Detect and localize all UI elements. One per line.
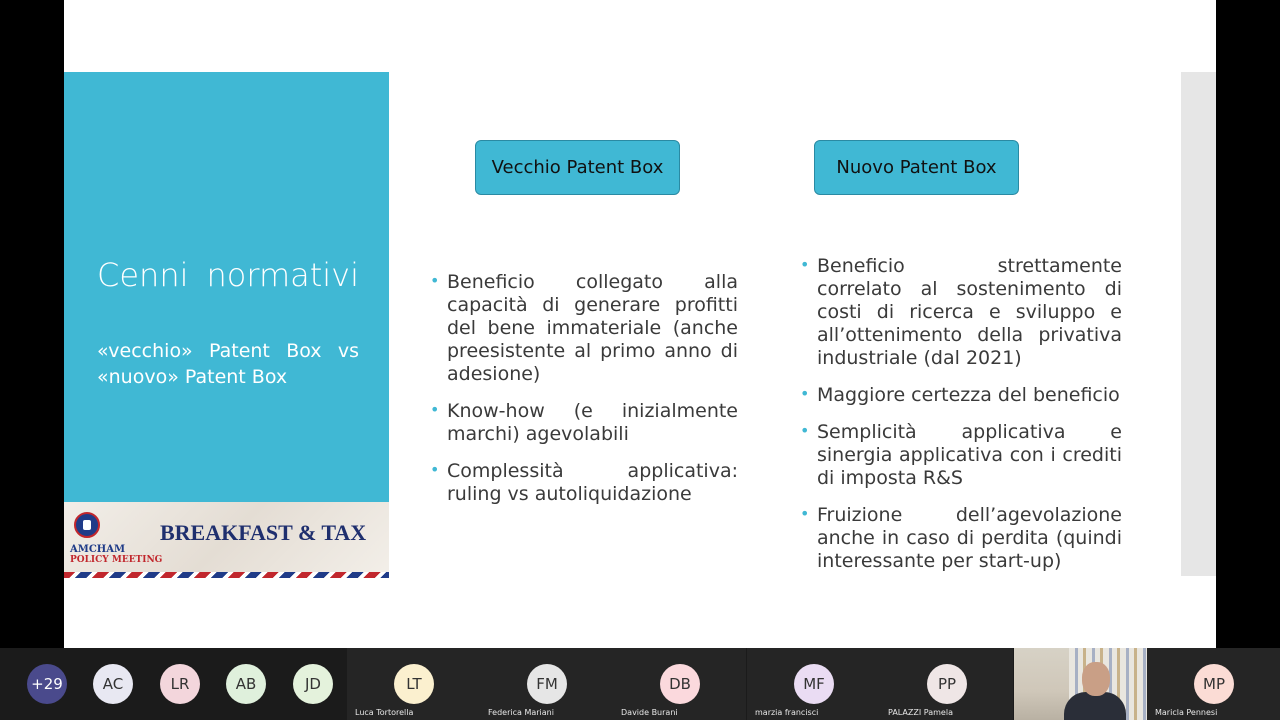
participant-name: marzia francisci	[755, 708, 819, 717]
participant-tile[interactable]	[480, 648, 613, 720]
participant-name: Davide Burani	[621, 708, 678, 717]
event-banner	[64, 502, 389, 578]
participant-name: Maricla Pennesi	[1155, 708, 1218, 717]
slide-title	[97, 256, 359, 294]
participant-avatar: FM	[527, 664, 567, 704]
banner-title: BREAKFAST & TAX	[160, 520, 367, 545]
participant-video-tile[interactable]	[1014, 648, 1147, 720]
airmail-stripes	[64, 572, 389, 578]
participant-avatar[interactable]: LR	[160, 664, 200, 704]
amcham-seal-icon	[74, 512, 100, 538]
slide-edge-strip	[1181, 72, 1216, 576]
participant-name: Luca Tortorella	[355, 708, 414, 717]
more-participants-button[interactable]: +29	[27, 664, 67, 704]
header-new-patent-box: Nuovo Patent Box	[814, 140, 1019, 195]
subtitle-word: Box	[286, 340, 322, 362]
list-item: • Fruizione dell’agevolazione anche in caso di perdita (quindi interessante per start-up)	[800, 504, 1122, 573]
header-old-patent-box: Vecchio Patent Box	[475, 140, 680, 195]
list-item: • Semplicità applicativa e sinergia applicativa con i crediti di imposta R&S	[800, 421, 1122, 490]
slide-subtitle	[97, 338, 359, 390]
list-item: • Know-how (e inizialmente marchi) agevolabili	[430, 400, 738, 446]
participant-avatar: MF	[794, 664, 834, 704]
subtitle-word: Patent	[209, 340, 270, 362]
slide-title-word: normativi	[206, 256, 359, 294]
participant-tile[interactable]	[1147, 648, 1280, 720]
participant-avatar: PP	[927, 664, 967, 704]
list-item: • Complessità applicativa: ruling vs autoliquidazione	[430, 460, 738, 506]
participant-avatar: MP	[1194, 664, 1234, 704]
list-item: • Maggiore certezza del beneficio	[800, 384, 1122, 407]
participant-name: Federica Mariani	[488, 708, 554, 717]
list-item: • Beneficio collegato alla capacità di generare profitti del bene immateriale (anche preesistente al primo anno di adesione)	[430, 271, 738, 386]
slide-title-word: Cenni	[97, 256, 189, 294]
participant-avatar[interactable]: JD	[293, 664, 333, 704]
banner-logo-subtext: POLICY MEETING	[70, 555, 163, 565]
participant-tile[interactable]	[613, 648, 746, 720]
new-patent-box-list	[800, 255, 1122, 587]
participant-name: PALAZZI Pamela	[888, 708, 953, 717]
participant-avatar[interactable]: AB	[226, 664, 266, 704]
title-panel	[64, 72, 389, 502]
subtitle-word: vs	[337, 340, 359, 362]
participant-avatar: LT	[394, 664, 434, 704]
participant-tile[interactable]	[747, 648, 880, 720]
participant-tile[interactable]	[347, 648, 480, 720]
participant-avatar: DB	[660, 664, 700, 704]
list-item: • Beneficio strettamente correlato al sostenimento di costi di ricerca e sviluppo e all’ottenimento della privativa industriale (dal 2021)	[800, 255, 1122, 370]
person-body	[1064, 692, 1126, 720]
participant-tile[interactable]	[880, 648, 1013, 720]
person-head	[1082, 662, 1110, 696]
presentation-slide	[64, 0, 1216, 648]
banner-logo-text: AMCHAM	[70, 544, 126, 555]
subtitle-line-2: «nuovo» Patent Box	[97, 366, 288, 388]
subtitle-word: «vecchio»	[97, 340, 193, 362]
old-patent-box-list	[430, 271, 738, 520]
participant-avatar[interactable]: AC	[93, 664, 133, 704]
